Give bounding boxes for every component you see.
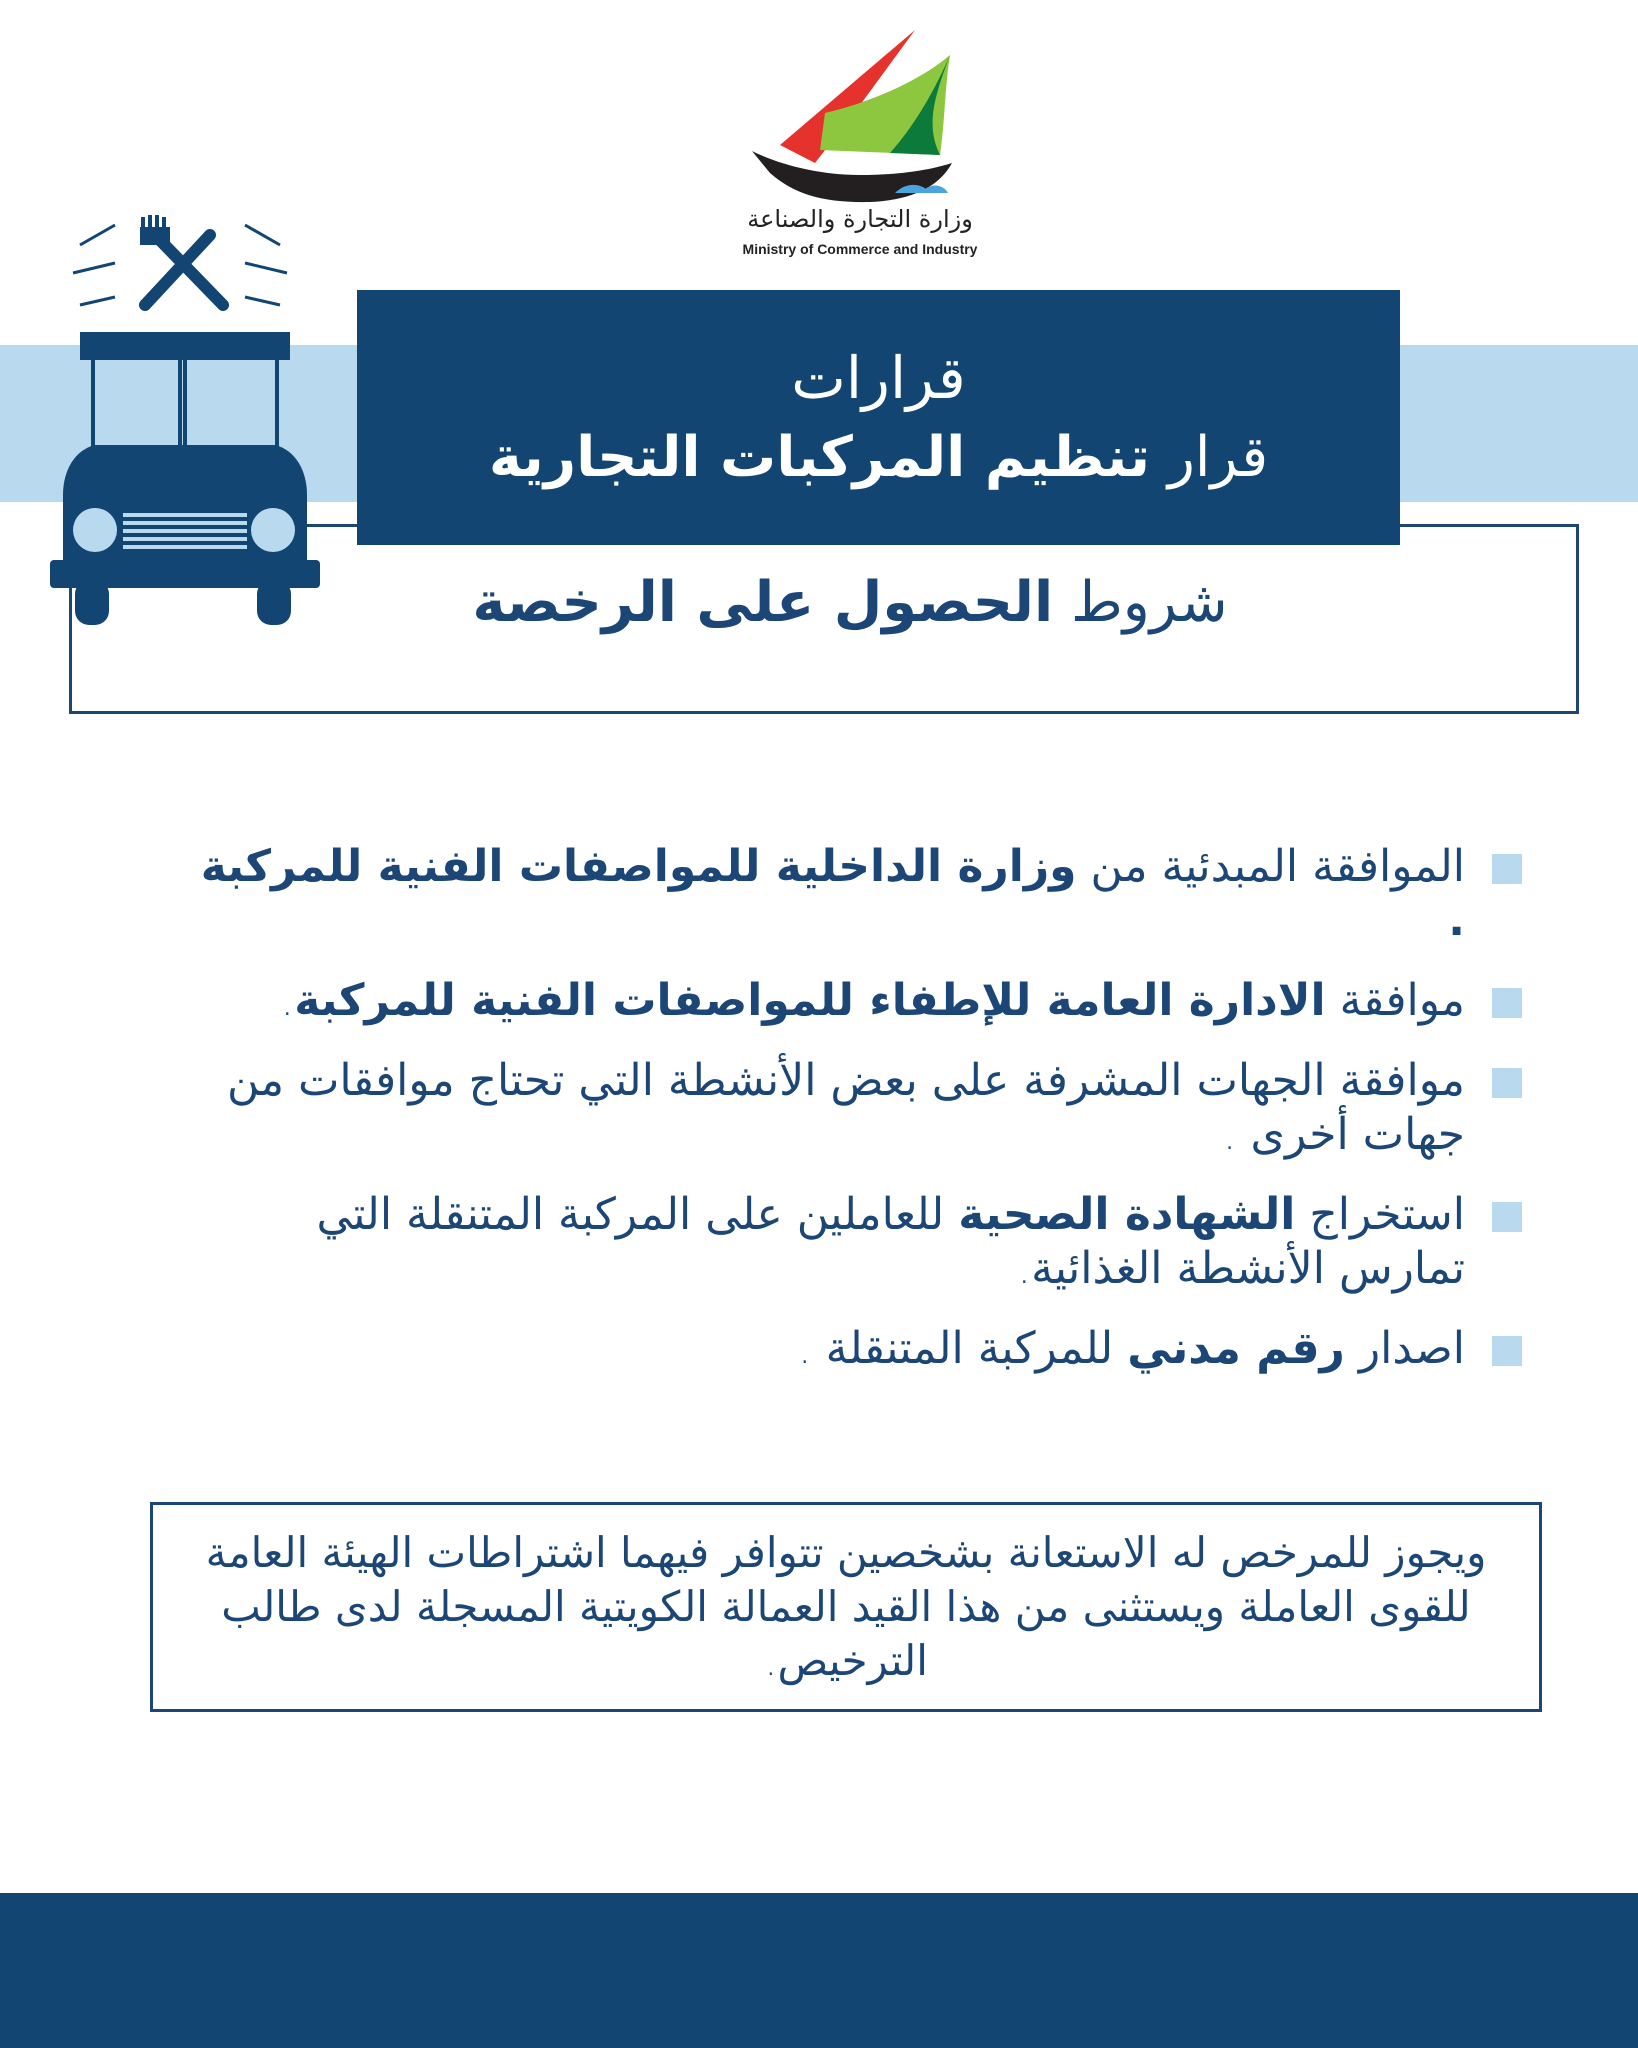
bullet-square-icon (1492, 1202, 1522, 1232)
fork-knife-icon (140, 215, 223, 305)
bullet-square-icon (1492, 1336, 1522, 1366)
item-text: استخراج (1295, 1189, 1465, 1240)
logo-english-name: Ministry of Commerce and Industry (742, 241, 978, 257)
list-item (180, 1188, 1530, 1296)
footer-band (0, 1893, 1638, 2048)
bullet-square-icon (1492, 854, 1522, 884)
item-text-end: . (280, 975, 295, 1026)
list-item (180, 1054, 1530, 1162)
subtitle-bold: تنظيم المركبات التجارية (488, 424, 1151, 490)
item-text: موافقة (1325, 975, 1465, 1026)
truck-headlight-left (73, 508, 117, 552)
header-subtitle (489, 418, 1268, 498)
subtitle-prefix: قرار (1167, 424, 1269, 490)
requirements-list (180, 840, 1530, 1402)
item-text: الموافقة المبدئية من (1076, 841, 1465, 892)
item-bold-text: الشهادة الصحية (958, 1189, 1296, 1240)
item-text-end: للعاملين على المركبة المتنقلة التي تمارس الأنشطة الغذائية. (316, 1189, 1465, 1294)
bullet-square-icon (1492, 1068, 1522, 1098)
truck-roof (80, 332, 290, 360)
item-text-end: للمركبة المتنقلة . (797, 1323, 1128, 1374)
item-text: اصدار (1344, 1323, 1465, 1374)
conditions-heading (400, 570, 1300, 635)
conditions-heading-light: شروط (1070, 570, 1228, 635)
logo-hull (752, 151, 952, 202)
truck-wheel-right (257, 580, 291, 625)
header-title: قرارات (791, 343, 966, 412)
note-text: ويجوز للمرخص له الاستعانة بشخصين تتوافر فيهما اشتراطات الهيئة العامة للقوى العاملة ويستثنى من هذا القيد العمالة الكويتية المسجلة لدى طالب الترخيص. (205, 1528, 1487, 1685)
bullet-square-icon (1492, 988, 1522, 1018)
truck-headlight-right (251, 508, 295, 552)
item-bold-text: الادارة العامة للإطفاء للمواصفات الفنية للمركبة (294, 975, 1326, 1026)
list-item (180, 840, 1530, 948)
item-bold-text: رقم مدني (1127, 1323, 1345, 1374)
food-truck-icon (45, 205, 325, 625)
truck-wheel-left (75, 580, 109, 625)
conditions-heading-bold: الحصول على الرخصة (472, 570, 1054, 635)
header-title-box (357, 290, 1400, 545)
list-item (180, 974, 1530, 1028)
truck-window-frame (93, 360, 277, 450)
logo-arabic-name: وزارة التجارة والصناعة (747, 205, 973, 233)
item-bold-text: وزارة الداخلية للمواصفات الفنية للمركبة . (200, 841, 1465, 946)
note-box (150, 1502, 1542, 1712)
item-text: موافقة الجهات المشرفة على بعض الأنشطة التي تحتاج موافقات من جهات أخرى . (226, 1055, 1465, 1160)
list-item (180, 1322, 1530, 1376)
